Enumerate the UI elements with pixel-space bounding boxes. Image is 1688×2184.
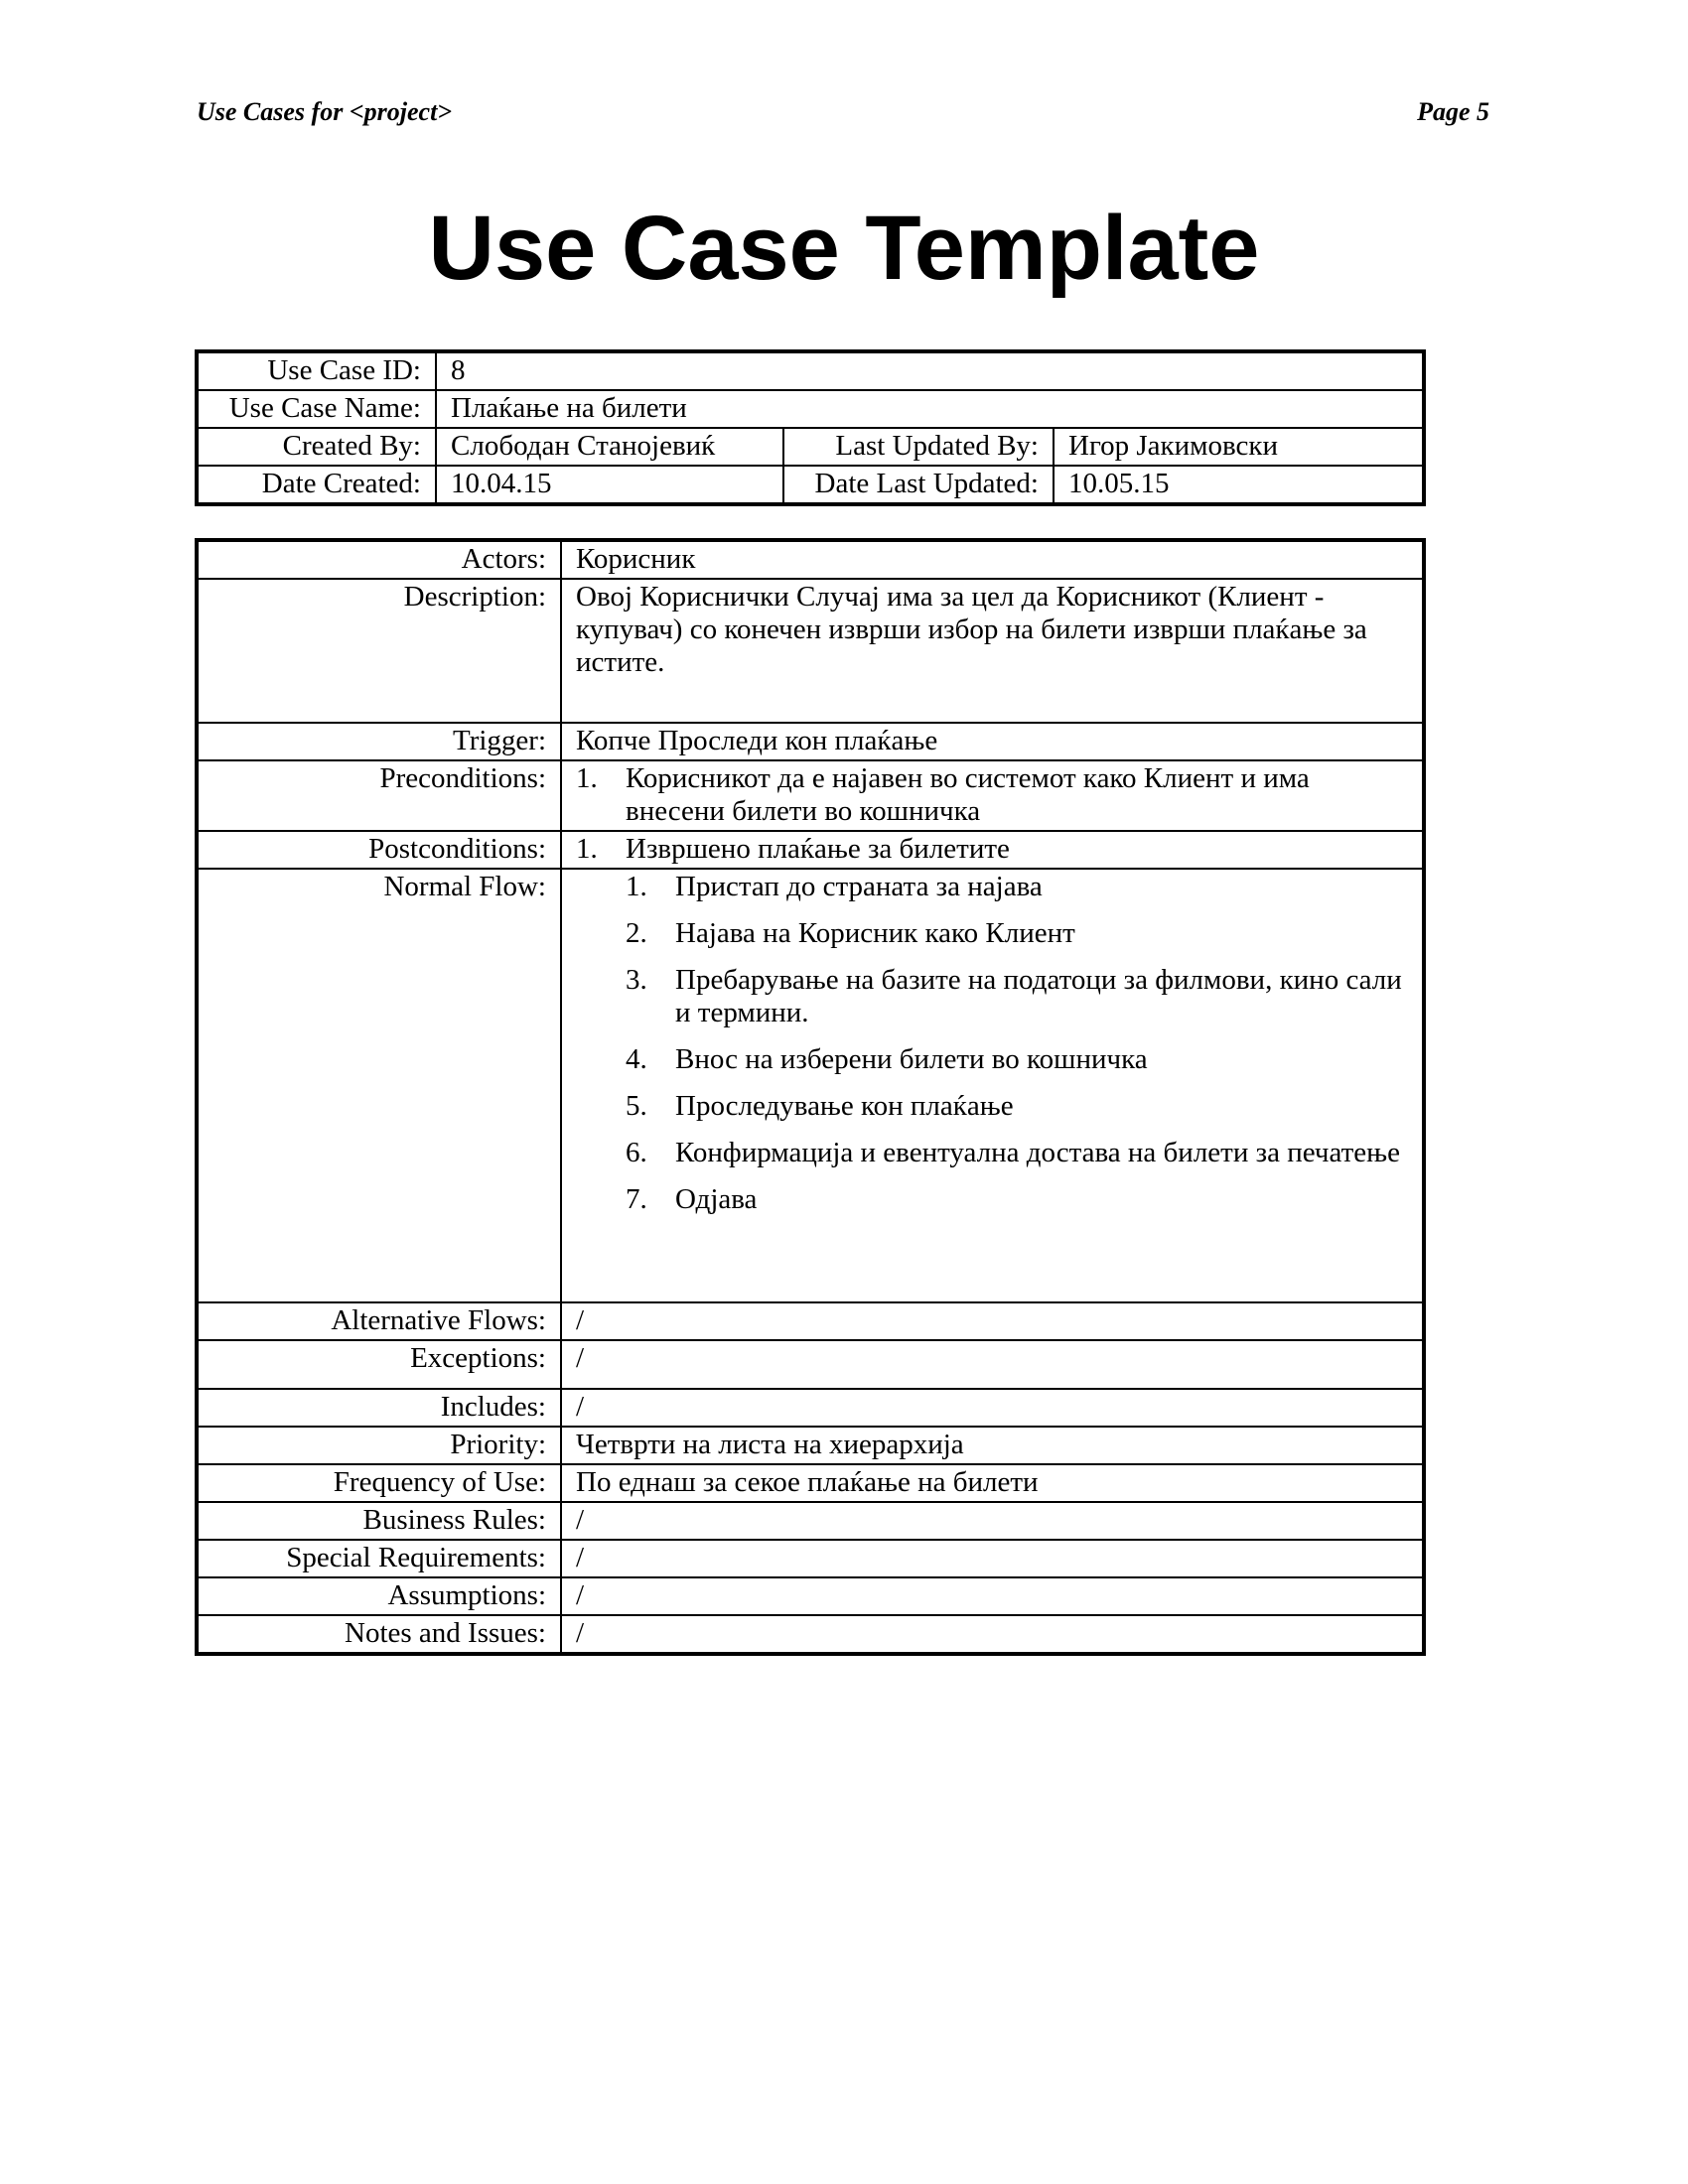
last-updated-by-label: Last Updated By: [783, 428, 1054, 466]
business-rules-value: / [561, 1502, 1424, 1540]
list-item [576, 917, 1408, 950]
normal-flow-label: Normal Flow: [197, 869, 561, 1302]
special-requirements-label: Special Requirements: [197, 1540, 561, 1577]
last-updated-by-value: Игор Јакимовски [1054, 428, 1424, 466]
created-by-value: Слободан Станојевиќ [436, 428, 783, 466]
table-row [197, 1464, 1424, 1502]
table-row [197, 1615, 1424, 1654]
preconditions-label: Preconditions: [197, 760, 561, 831]
page-title: Use Case Template [428, 198, 1260, 299]
date-created-value: 10.04.15 [436, 466, 783, 504]
preconditions-value [561, 760, 1424, 831]
notes-value: / [561, 1615, 1424, 1654]
list-item [576, 1183, 1408, 1216]
running-header-left: Use Cases for <project> [197, 97, 453, 126]
list-item-number: 6. [626, 1137, 647, 1168]
description-label: Description: [197, 579, 561, 723]
table-row [197, 390, 1424, 428]
list-item-text: Внос на изберени билети во кошничка [675, 1043, 1148, 1075]
frequency-value: По еднаш за секое плаќање на билети [561, 1464, 1424, 1502]
list-item-number: 5. [626, 1090, 647, 1122]
alternative-flows-value: / [561, 1302, 1424, 1340]
use-case-name-value: Плаќање на билети [436, 390, 1424, 428]
list-item-text: Пристап до страната за најава [675, 871, 1043, 902]
normal-flow-value [561, 869, 1424, 1302]
actors-label: Actors: [197, 540, 561, 579]
use-case-id-value: 8 [436, 351, 1424, 390]
list-item-text: Пребарување на базите на податоци за филмови, кино сали и термини. [675, 964, 1402, 1028]
priority-label: Priority: [197, 1427, 561, 1464]
date-created-label: Date Created: [197, 466, 436, 504]
frequency-label: Frequency of Use: [197, 1464, 561, 1502]
alternative-flows-label: Alternative Flows: [197, 1302, 561, 1340]
includes-value: / [561, 1389, 1424, 1427]
table-row [197, 1502, 1424, 1540]
list-item [576, 964, 1408, 1029]
list-item [576, 1043, 1408, 1076]
table-row [197, 1302, 1424, 1340]
table-row [197, 540, 1424, 579]
table-row [197, 579, 1424, 723]
includes-label: Includes: [197, 1389, 561, 1427]
table-row [197, 351, 1424, 390]
assumptions-value: / [561, 1577, 1424, 1615]
list-item-text: Најава на Корисник како Клиент [675, 917, 1075, 949]
postconditions-label: Postconditions: [197, 831, 561, 869]
special-requirements-value: / [561, 1540, 1424, 1577]
list-item-text: Извршено плаќање за билетите [626, 833, 1010, 865]
date-last-updated-label: Date Last Updated: [783, 466, 1054, 504]
table-row [197, 831, 1424, 869]
list-item-text: Конфирмација и евентуална достава на билети за печатење [675, 1137, 1400, 1168]
list-item [576, 1090, 1408, 1123]
table-row [197, 1577, 1424, 1615]
use-case-id-label: Use Case ID: [197, 351, 436, 390]
table-row [197, 428, 1424, 466]
table-row [197, 466, 1424, 504]
business-rules-label: Business Rules: [197, 1502, 561, 1540]
table-row [197, 760, 1424, 831]
priority-value: Четврти на листа на хиерархија [561, 1427, 1424, 1464]
list-item-number: 1. [626, 871, 647, 902]
date-last-updated-value: 10.05.15 [1054, 466, 1424, 504]
list-item-number: 7. [626, 1183, 647, 1215]
exceptions-value: / [561, 1340, 1424, 1389]
actors-value: Корисник [561, 540, 1424, 579]
page-number: Page 5 [1417, 97, 1489, 126]
table-row [197, 1427, 1424, 1464]
table-row [197, 1389, 1424, 1427]
list-item-number: 1. [576, 762, 598, 794]
table-row [197, 1340, 1424, 1389]
list-item [576, 833, 1408, 866]
assumptions-label: Assumptions: [197, 1577, 561, 1615]
postconditions-value [561, 831, 1424, 869]
list-item [576, 871, 1408, 903]
list-item-text: Одјава [675, 1183, 758, 1215]
table-row [197, 1540, 1424, 1577]
notes-label: Notes and Issues: [197, 1615, 561, 1654]
use-case-info-table [195, 349, 1426, 506]
use-case-name-label: Use Case Name: [197, 390, 436, 428]
list-item-number: 1. [576, 833, 598, 865]
table-row [197, 723, 1424, 760]
trigger-label: Trigger: [197, 723, 561, 760]
list-item [576, 762, 1408, 828]
description-value: Овој Кориснички Случај има за цел да Корисникот (Клиент - купувач) со конечен изврши избор на билети изврши плаќање за истите. [561, 579, 1424, 723]
use-case-details-table [195, 538, 1426, 1656]
list-item [576, 1137, 1408, 1169]
list-item-text: Корисникот да е најавен во системот како Клиент и има внесени билети во кошничка [626, 762, 1310, 827]
table-row [197, 869, 1424, 1302]
list-item-number: 4. [626, 1043, 647, 1075]
list-item-text: Проследување кон плаќање [675, 1090, 1014, 1122]
list-item-number: 2. [626, 917, 647, 949]
created-by-label: Created By: [197, 428, 436, 466]
exceptions-label: Exceptions: [197, 1340, 561, 1389]
list-item-number: 3. [626, 964, 647, 996]
trigger-value: Копче Проследи кон плаќање [561, 723, 1424, 760]
